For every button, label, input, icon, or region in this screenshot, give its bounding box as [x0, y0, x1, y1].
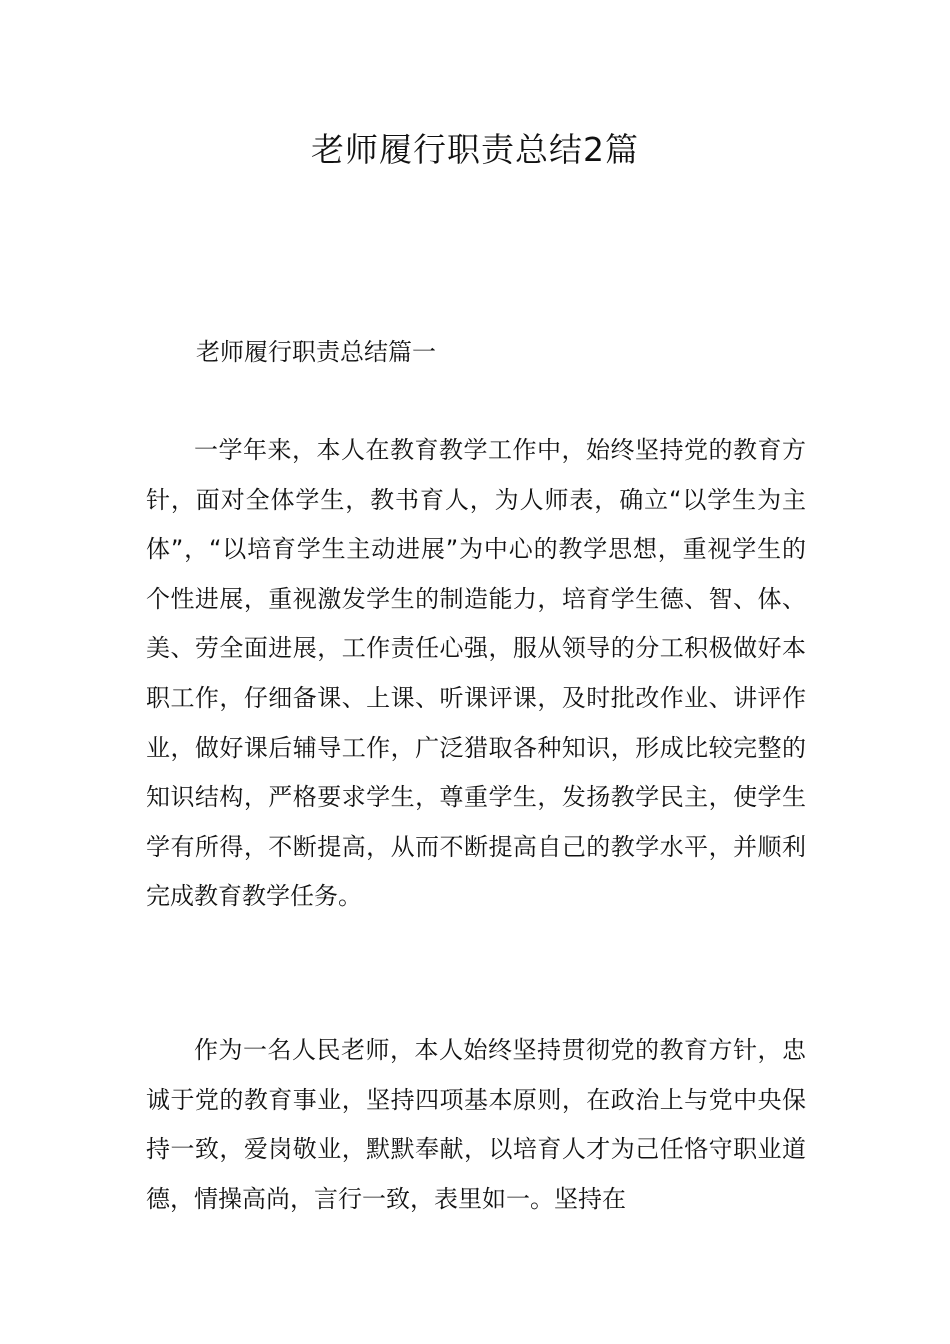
- body-paragraph-1: 一学年来，本人在教育教学工作中，始终坚持党的教育方针，面对全体学生，教书育人，为人师表，确立“以学生为主体”，“以培育学生主动进展”为中心的教学思想，重视学生的个性进展，重视激发学生的制造能力，培育学生德、智、体、美、劳全面进展，工作责任心强，服从领导的分工积极做好本职工作，仔细备课、上课、听课评课，及时批改作业、讲评作业，做好课后辅导工作，广泛猎取各种知识，形成比较完整的知识结构，严格要求学生，尊重学生，发扬教学民主，使学生学有所得，不断提高，从而不断提高自己的教学水平，并顺利完成教育教学任务。: [146, 436, 806, 911]
- body-paragraph-2: 作为一名人民老师，本人始终坚持贯彻党的教育方针，忠诚于党的教育事业，坚持四项基本原则，在政治上与党中央保持一致，爱岗敬业，默默奉献，以培育人才为己任恪守职业道德，情操高尚，言行一致，表里如一。坚持在: [146, 1036, 806, 1213]
- document-title: 老师履行职责总结2篇: [311, 130, 639, 169]
- section-heading: 老师履行职责总结篇一: [196, 338, 436, 366]
